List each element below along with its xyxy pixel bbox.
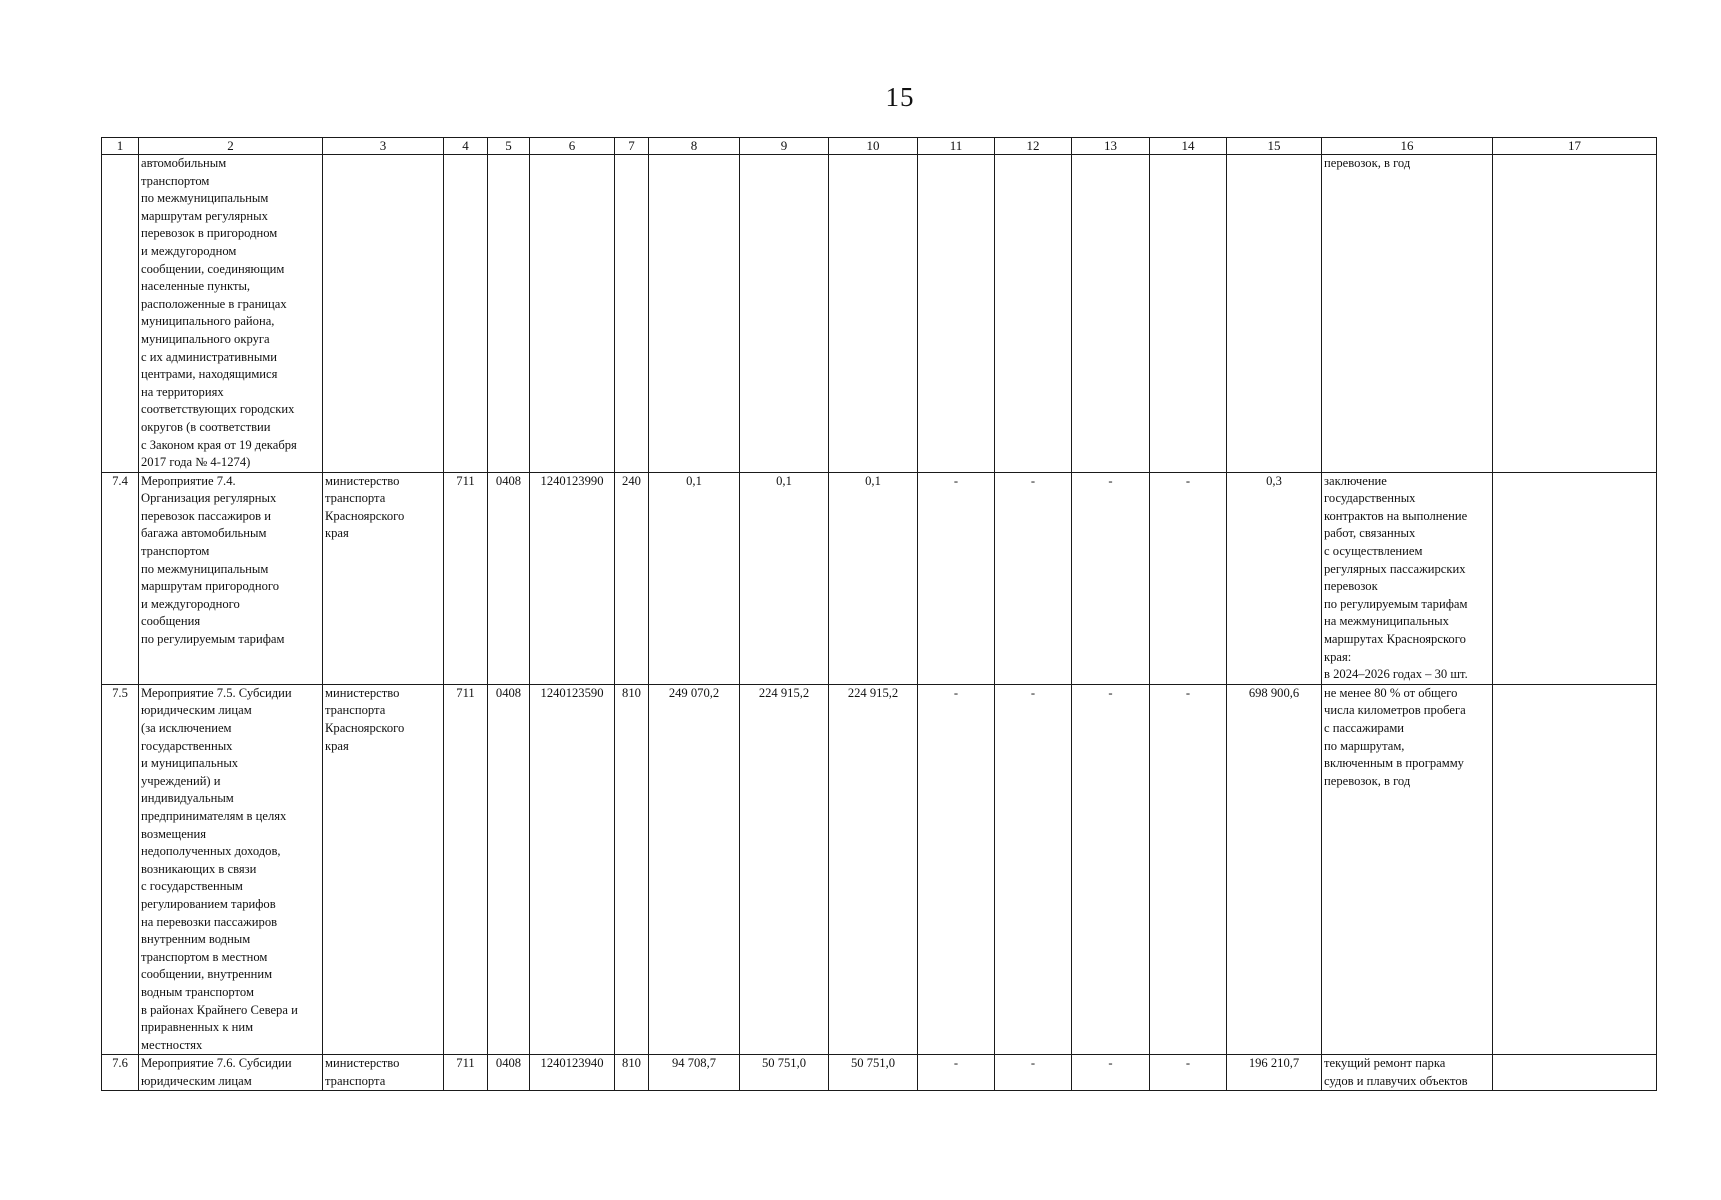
table-row [102,1055,1657,1091]
col-header-4: 4 [444,138,488,155]
col-header-12: 12 [995,138,1072,155]
row-number-cell: 7.5 [102,684,139,1054]
amount-2025-cell: 50 751,0 [740,1055,829,1091]
target-article-code-cell: 1240123590 [530,684,615,1054]
total-amount-cell [1227,155,1322,473]
amount-2026-cell: 0,1 [829,472,918,684]
expense-type-code-cell: 240 [615,472,649,684]
col-header-11: 11 [918,138,995,155]
amount-2025-cell: 224 915,2 [740,684,829,1054]
measure-name-cell: Мероприятие 7.5. Субсидии юридическим лицам (за исключением государственных и муниципальных учреждений) и индивидуальным предпринимателям в целях возмещения недополученных доходов, возникающих в связи с государственным регулированием тарифов на перевозки пассажиров внутренним водным транспортом в местном сообщении, внутренним водным транспортом в районах Крайнего Севера и приравненных к ним местностях [139,684,323,1054]
col-header-1: 1 [102,138,139,155]
col-header-17: 17 [1493,138,1657,155]
executor-cell [323,155,444,473]
amount-2024-cell: 94 708,7 [649,1055,740,1091]
total-amount-cell: 698 900,6 [1227,684,1322,1054]
col-12-cell [995,155,1072,473]
col-14-cell: - [1150,684,1227,1054]
col-11-cell: - [918,1055,995,1091]
col-header-13: 13 [1072,138,1150,155]
total-amount-cell: 196 210,7 [1227,1055,1322,1091]
table-row [102,684,1657,1054]
col-12-cell: - [995,472,1072,684]
measure-name-cell: Мероприятие 7.6. Субсидии юридическим лицам [139,1055,323,1091]
executor-cell: министерство транспорта [323,1055,444,1091]
page-number: 15 [885,82,915,112]
amount-2024-cell [649,155,740,473]
expense-type-code-cell: 810 [615,1055,649,1091]
col-17-cell [1493,472,1657,684]
expected-result-cell: текущий ремонт парка судов и плавучих объектов [1322,1055,1493,1091]
total-amount-cell: 0,3 [1227,472,1322,684]
amount-2024-cell: 249 070,2 [649,684,740,1054]
section-code-cell: 0408 [488,684,530,1054]
executor-cell: министерство транспорта Красноярского края [323,472,444,684]
col-12-cell: - [995,684,1072,1054]
col-17-cell [1493,155,1657,473]
row-number-cell [102,155,139,473]
amount-2026-cell: 50 751,0 [829,1055,918,1091]
amount-2026-cell [829,155,918,473]
col-13-cell [1072,155,1150,473]
amount-2024-cell: 0,1 [649,472,740,684]
expense-type-code-cell [615,155,649,473]
amount-2026-cell: 224 915,2 [829,684,918,1054]
col-17-cell [1493,684,1657,1054]
row-number-cell: 7.4 [102,472,139,684]
col-header-3: 3 [323,138,444,155]
row-number-cell: 7.6 [102,1055,139,1091]
col-13-cell: - [1072,472,1150,684]
col-11-cell: - [918,684,995,1054]
col-11-cell: - [918,472,995,684]
col-header-2: 2 [139,138,323,155]
section-code-cell [488,155,530,473]
section-code-cell: 0408 [488,1055,530,1091]
expected-result-cell: перевозок, в год [1322,155,1493,473]
col-12-cell: - [995,1055,1072,1091]
target-article-code-cell [530,155,615,473]
gr-code-cell: 711 [444,1055,488,1091]
col-header-9: 9 [740,138,829,155]
gr-code-cell: 711 [444,472,488,684]
col-header-7: 7 [615,138,649,155]
gr-code-cell: 711 [444,684,488,1054]
target-article-code-cell: 1240123990 [530,472,615,684]
amount-2025-cell [740,155,829,473]
col-header-6: 6 [530,138,615,155]
col-13-cell: - [1072,684,1150,1054]
expense-type-code-cell: 810 [615,684,649,1054]
col-header-5: 5 [488,138,530,155]
col-header-14: 14 [1150,138,1227,155]
gr-code-cell [444,155,488,473]
executor-cell: министерство транспорта Красноярского края [323,684,444,1054]
table-row [102,472,1657,684]
program-measures-table [101,137,1657,1091]
col-17-cell [1493,1055,1657,1091]
col-14-cell [1150,155,1227,473]
col-14-cell: - [1150,1055,1227,1091]
measure-name-cell: Мероприятие 7.4. Организация регулярных перевозок пассажиров и багажа автомобильным транспортом по межмуниципальным маршрутам пригородного и междугородного сообщения по регулируемым тарифам [139,472,323,684]
table-row [102,155,1657,473]
amount-2025-cell: 0,1 [740,472,829,684]
col-header-16: 16 [1322,138,1493,155]
measure-name-cell: автомобильным транспортом по межмуниципальным маршрутам регулярных перевозок в пригородном и междугородном сообщении, соединяющим населенные пункты, расположенные в границах муниципального района, муниципального округа с их административными центрами, находящимися на территориях соответствующих городских округов (в соответствии с Законом края от 19 декабря 2017 года № 4-1274) [139,155,323,473]
col-11-cell [918,155,995,473]
expected-result-cell: заключение государственных контрактов на выполнение работ, связанных с осуществлением регулярных пассажирских перевозок по регулируемым тарифам на межмуниципальных маршрутах Красноярского края: в 2024–2026 годах – 30 шт. [1322,472,1493,684]
column-number-row [102,138,1657,155]
col-header-8: 8 [649,138,740,155]
col-header-15: 15 [1227,138,1322,155]
target-article-code-cell: 1240123940 [530,1055,615,1091]
expected-result-cell: не менее 80 % от общего числа километров пробега с пассажирами по маршрутам, включенным в программу перевозок, в год [1322,684,1493,1054]
col-14-cell: - [1150,472,1227,684]
col-header-10: 10 [829,138,918,155]
col-13-cell: - [1072,1055,1150,1091]
section-code-cell: 0408 [488,472,530,684]
